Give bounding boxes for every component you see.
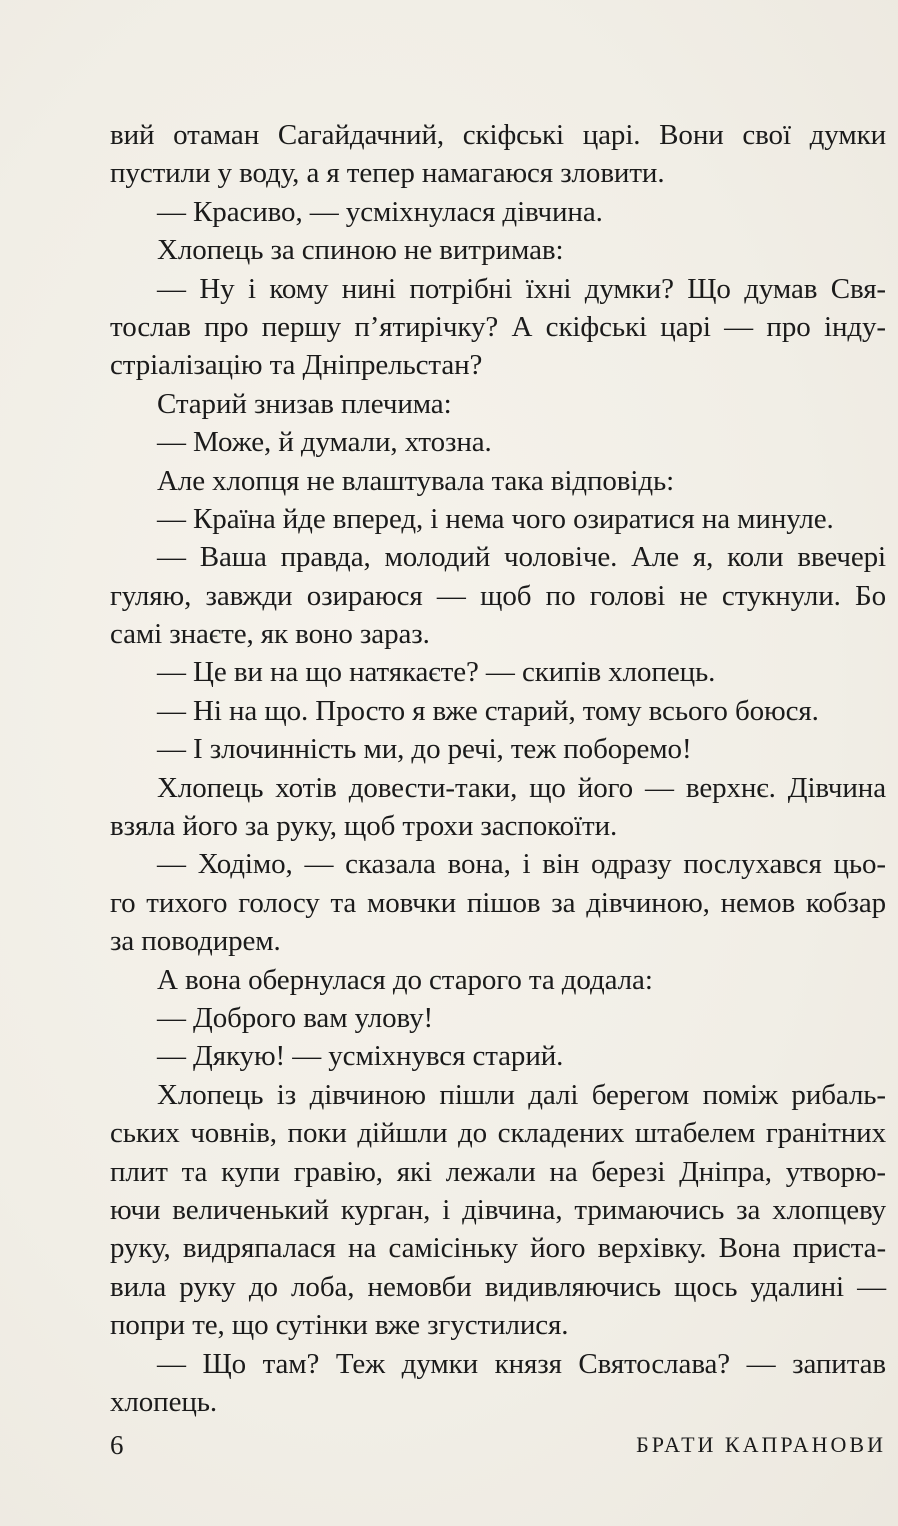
text-line: — Ні на що. Просто я вже старий, тому всього боюся.	[157, 694, 819, 727]
text-line: — Може, й думали, хтозна.	[157, 426, 492, 459]
text-line: тослав про першу п’ятирічку? А скіфські царі — про інду-	[110, 310, 886, 343]
text-line: вий отаман Сагайдачний, скіфські царі. Вони свої думки	[110, 119, 886, 151]
text-line: Хлопець із дівчиною пішли далі берегом поміж рибаль-	[157, 1078, 886, 1111]
page-number: 6	[110, 1430, 124, 1460]
text-line: самі знаєте, як воно зараз.	[110, 618, 430, 651]
text-line: — Країна йде вперед, і нема чого озиратися на минуле.	[157, 502, 834, 535]
text-line: — Що там? Теж думки князя Святослава? — запитав	[157, 1347, 886, 1380]
text-line: попри те, що сутінки вже згустилися.	[110, 1309, 569, 1342]
text-line: А вона обернулася до старого та додала:	[157, 963, 653, 996]
text-line: стріалізацію та Дніпрельстан?	[110, 349, 483, 382]
text-line: вила руку до лоба, немовби видивляючись щось удалині —	[110, 1270, 886, 1303]
text-line: взяла його за руку, щоб трохи заспокоїти.	[110, 810, 618, 843]
text-line: — І злочинність ми, до речі, теж поборемо!	[157, 733, 692, 766]
text-line: ських човнів, поки дійшли до складених штабелем гранітних	[110, 1117, 886, 1150]
text-line: гуляю, завжди озираюся — щоб по голові не стукнули. Бо	[110, 579, 886, 612]
text-line: — Доброго вам улову!	[157, 1001, 434, 1034]
text-line: — Це ви на що натякаєте? — скипів хлопець.	[157, 656, 716, 689]
text-line: хлопець.	[110, 1385, 218, 1418]
text-line: Старий знизав плечима:	[157, 387, 452, 420]
text-line: — Ну і кому нині потрібні їхні думки? Що думав Свя-	[157, 272, 886, 305]
body-text	[110, 116, 886, 1421]
text-line: Хлопець за спиною не витримав:	[157, 234, 564, 267]
text-line: пустили у воду, а я тепер намагаюся зловити.	[110, 157, 665, 190]
text-line: ючи величенький курган, і дівчина, тримаючись за хлопцеву	[110, 1193, 886, 1226]
text-line: плит та купи гравію, які лежали на березі Дніпра, утворю-	[110, 1155, 886, 1188]
page-footer	[110, 1430, 886, 1464]
text-line: го тихого голосу та мовчки пішов за дівчиною, немов кобзар	[110, 886, 886, 919]
text-line: Але хлопця не влаштувала така відповідь:	[157, 464, 675, 497]
text-line: руку, видряпалася на самісіньку його верхівку. Вона приста-	[110, 1232, 886, 1265]
running-head: БРАТИ КАПРАНОВИ	[636, 1432, 886, 1457]
text-line: за поводирем.	[110, 925, 281, 958]
text-line: — Красиво, — усміхнулася дівчина.	[157, 195, 603, 228]
text-line: — Ваша правда, молодий чоловіче. Але я, коли ввечері	[157, 541, 886, 574]
text-line: — Ходімо, — сказала вона, і він одразу послухався цьо-	[157, 848, 886, 881]
text-line: Хлопець хотів довести-таки, що його — верхнє. Дівчина	[157, 771, 886, 804]
text-line: — Дякую! — усміхнувся старий.	[157, 1040, 564, 1073]
